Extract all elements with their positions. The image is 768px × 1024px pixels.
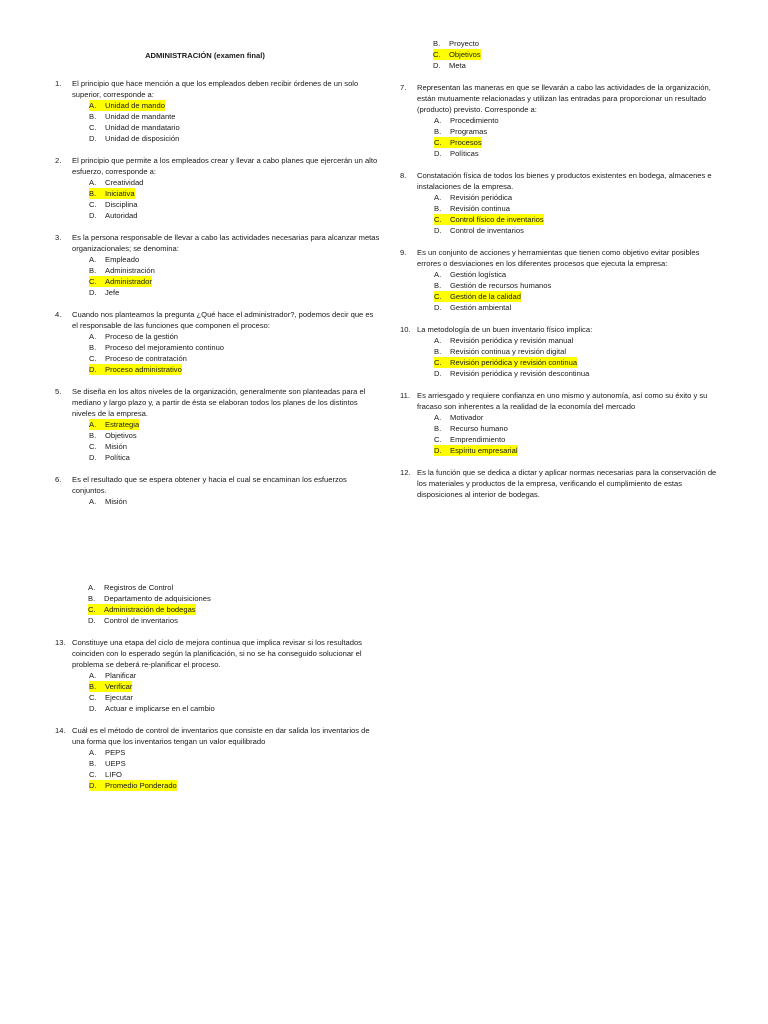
option-letter: B. [89,682,97,691]
option-text: Unidad de mandante [105,112,176,121]
question-item [55,78,380,144]
answer-option [89,177,380,188]
answer-option [434,302,725,313]
answer-option [89,265,380,276]
answer-option [89,692,380,703]
question-item [55,386,380,463]
answer-option [89,452,380,463]
option-letter: D. [434,303,442,312]
right-column [400,38,725,511]
option-letter: C. [89,354,97,363]
answer-option [434,423,725,434]
option-letter: A. [89,671,97,680]
option-text: Espíritu empresarial [450,446,518,455]
question-stem: Cuando nos planteamos la pregunta ¿Qué hace el administrador?, podemos decir que es el responsable de las funciones que componen el proceso: [72,310,374,330]
question-item [55,474,380,507]
question-number: 3. [55,233,62,242]
option-text: Revisión periódica y revisión descontinua [450,369,590,378]
option-text: Revisión periódica y revisión manual [450,336,574,345]
answer-option [88,593,380,604]
question-item [55,232,380,298]
answer-option [89,703,380,714]
option-letter: D. [89,365,97,374]
option-text: Jefe [105,288,120,297]
question-item [400,170,725,236]
option-text: Gestión logística [450,270,507,279]
answer-option [89,681,132,692]
option-text: Objetivos [449,50,481,59]
option-text: Recurso humano [450,424,508,433]
option-text: Programas [450,127,488,136]
answer-option [89,111,380,122]
question-stem: Constituye una etapa del ciclo de mejora continua que implica revisar si los resultados coinciden con lo esperado según la planificación, si no se ha conseguido solucionar el problema se deberá re-planificar el proceso. [72,638,362,669]
question-item [400,390,725,456]
answer-option [89,496,380,507]
option-letter: D. [89,211,97,220]
option-text: Políticas [450,149,479,158]
option-text: Estrategia [105,420,140,429]
option-text: Autoridad [105,211,138,220]
answer-option [434,192,725,203]
option-text: Proceso de la gestión [105,332,179,341]
option-text: Disciplina [105,200,138,209]
answer-option [89,210,380,221]
question-stem: Constatación física de todos los bienes y productos existentes en bodega, almacenes e instalaciones de la empresa. [417,171,712,191]
question-number: 11. [400,391,410,400]
option-text: Empleado [105,255,140,264]
question-item [55,155,380,221]
answer-option [89,747,380,758]
answer-option [89,758,380,769]
option-text: Registros de Control [104,583,174,592]
option-letter: A. [89,255,97,264]
option-text: Unidad de mando [105,101,165,110]
option-letter: A. [434,336,442,345]
option-letter: C. [89,123,97,132]
continued-options-list [55,582,380,626]
question-stem: Cuál es el método de control de inventarios que consiste en dar salida los inventarios de una forma que los inventarios tengan un valor equilibrado [72,726,370,746]
option-text: UEPS [105,759,126,768]
option-letter: B. [89,759,97,768]
answer-option [434,291,521,302]
option-text: Promedio Ponderado [105,781,177,790]
option-letter: A. [89,178,97,187]
question-item [400,467,725,500]
option-letter: B. [89,112,97,121]
option-text: Gestión de la calidad [450,292,521,301]
option-letter: C. [434,435,442,444]
option-text: Planificar [105,671,137,680]
question-number: 6. [55,475,62,484]
answer-option [89,419,139,430]
option-text: Gestión de recursos humanos [450,281,552,290]
option-text: Revisión periódica y revisión continua [450,358,578,367]
option-text: Unidad de disposición [105,134,180,143]
answer-option [434,137,482,148]
option-letter: D. [433,61,441,70]
option-text: Control de inventarios [104,616,178,625]
question-stem: Es la función que se dedica a dictar y aplicar normas necesarias para la conservación de los materiales y productos de la empresa, verificando el cumplimiento de estas disposiciones al interior de bodegas. [417,468,717,499]
option-letter: C. [89,200,97,209]
option-letter: C. [89,770,97,779]
answer-option [434,357,577,368]
option-text: Control físico de inventarios [450,215,544,224]
answer-option [89,430,380,441]
option-letter: D. [89,704,97,713]
answer-option [433,38,725,49]
option-letter: B. [433,39,441,48]
option-letter: C. [434,292,442,301]
option-text: Administración de bodegas [104,605,196,614]
question-stem: Es la persona responsable de llevar a cabo las actividades necesarias para alcanzar metas organizacionales; se denomina: [72,233,380,253]
answer-option [89,353,380,364]
question-number: 14. [55,726,66,735]
question-item [400,82,725,159]
option-text: Unidad de mandatario [105,123,180,132]
option-letter: A. [434,193,442,202]
answer-option [89,769,380,780]
option-text: Misión [105,442,127,451]
answer-option [88,582,380,593]
answer-option [89,670,380,681]
option-letter: B. [89,343,97,352]
question-number: 4. [55,310,62,319]
answer-option [434,203,725,214]
option-letter: B. [89,266,97,275]
question-number: 8. [400,171,407,180]
option-letter: D. [434,149,442,158]
answer-option [89,188,135,199]
option-letter: A. [89,332,97,341]
question-stem: Se diseña en los altos niveles de la organización, generalmente son planteadas para el mediano y largo plazo y, a partir de ésta se elaboran todos los planes de los distintos niveles de la empresa. [72,387,366,418]
answer-option [89,331,380,342]
option-letter: C. [89,442,97,451]
option-text: Verificar [105,682,133,691]
option-letter: D. [88,616,96,625]
answer-option [434,368,725,379]
answer-option [434,280,725,291]
option-letter: C. [88,605,96,614]
option-text: Procesos [450,138,482,147]
question-stem: Representan las maneras en que se llevarán a cabo las actividades de la organización, están mutuamente relacionadas y utilizan las entradas para proporcionar un resultado (producto) previsto. Corresponde a: [417,83,711,114]
option-letter: B. [89,189,97,198]
option-text: Meta [449,61,466,70]
question-item [55,309,380,375]
option-text: Ejecutar [105,693,133,702]
answer-option [89,133,380,144]
right-question-list [400,82,725,500]
answer-option [434,148,725,159]
option-letter: A. [89,748,97,757]
question-item [55,725,380,791]
option-letter: D. [89,134,97,143]
option-text: Control de inventarios [450,226,524,235]
option-letter: A. [434,116,442,125]
answer-option [434,412,725,423]
option-letter: B. [88,594,96,603]
answer-option [434,225,725,236]
answer-option [433,60,725,71]
option-letter: C. [89,693,97,702]
option-letter: A. [434,413,442,422]
option-letter: A. [89,497,97,506]
option-letter: C. [434,358,442,367]
answer-option [89,364,182,375]
option-text: Objetivos [105,431,137,440]
option-text: Proyecto [449,39,479,48]
option-letter: D. [434,226,442,235]
answer-option [434,126,725,137]
answer-option [434,346,725,357]
answer-option [89,122,380,133]
option-text: Motivador [450,413,484,422]
option-letter: D. [89,453,97,462]
answer-option [89,254,380,265]
option-text: Proceso administrativo [105,365,182,374]
option-text: Departamento de adquisiciones [104,594,211,603]
answer-option [89,780,177,791]
bottom-question-list [55,637,380,791]
option-text: Revisión continua [450,204,510,213]
option-letter: C. [89,277,97,286]
answer-option [433,49,481,60]
option-text: Emprendimiento [450,435,506,444]
option-text: Proceso de contratación [105,354,187,363]
option-letter: A. [88,583,96,592]
question-stem: Es un conjunto de acciones y herramientas que tienen como objetivo evitar posibles errores o desviaciones en los diferentes procesos que ejecuta la empresa: [417,248,700,268]
option-letter: A. [89,420,97,429]
left-bottom-column [55,582,380,802]
left-question-list [55,78,380,507]
answer-option [434,115,725,126]
question-number: 13. [55,638,66,647]
question-item [400,247,725,313]
option-text: LIFO [105,770,122,779]
answer-option [89,199,380,210]
question-stem: Es el resultado que se espera obtener y hacia el cual se encaminan los esfuerzos conjuntos. [72,475,347,495]
question-item [400,324,725,379]
question-stem: El principio que permite a los empleados crear y llevar a cabo planes que ejercerán un alto esfuerzo, corresponde a: [72,156,378,176]
answer-option [434,269,725,280]
question-number: 7. [400,83,407,92]
option-letter: C. [434,215,442,224]
option-text: Procedimiento [450,116,499,125]
option-text: Actuar e implicarse en el cambio [105,704,215,713]
question-number: 10. [400,325,411,334]
answer-option [88,615,380,626]
answer-option [434,335,725,346]
option-letter: D. [89,288,97,297]
question-stem: Es arriesgado y requiere confianza en uno mismo y autonomía, así como su éxito y su fracaso son inherentes a la realidad de la economía del mercado [417,391,708,411]
answer-option [434,445,518,456]
option-text: Misión [105,497,127,506]
option-letter: C. [434,138,442,147]
question-number: 12. [400,468,411,477]
option-letter: B. [434,347,442,356]
answer-option [89,342,380,353]
answer-option [434,434,725,445]
option-letter: B. [434,424,442,433]
option-text: Política [105,453,130,462]
option-letter: C. [433,50,441,59]
option-letter: D. [434,446,442,455]
option-letter: B. [89,431,97,440]
continued-options-list [400,38,725,71]
option-letter: B. [434,127,442,136]
answer-option [89,100,165,111]
option-text: Iniciativa [105,189,135,198]
left-column [55,50,380,518]
answer-option [89,276,152,287]
option-text: Administrador [105,277,152,286]
answer-option [434,214,544,225]
option-letter: A. [89,101,97,110]
question-number: 9. [400,248,407,257]
option-text: Revisión periódica [450,193,513,202]
option-letter: B. [434,281,442,290]
option-text: Gestión ambiental [450,303,512,312]
page-title: ADMINISTRACIÓN (examen final) [145,51,265,60]
answer-option [89,287,380,298]
option-text: Proceso del mejoramiento continuo [105,343,225,352]
option-letter: D. [434,369,442,378]
option-letter: A. [434,270,442,279]
option-letter: B. [434,204,442,213]
option-text: Administración [105,266,155,275]
question-stem: El principio que hace mención a que los empleados deben recibir órdenes de un solo superior, corresponde a: [72,79,359,99]
option-text: Creatividad [105,178,144,187]
question-stem: La metodología de un buen inventario físico implica: [417,325,593,334]
answer-option [88,604,196,615]
option-text: PEPS [105,748,126,757]
question-item [55,637,380,714]
question-number: 2. [55,156,62,165]
question-number: 1. [55,79,62,88]
option-letter: D. [89,781,97,790]
option-text: Revisión continua y revisión digital [450,347,567,356]
question-number: 5. [55,387,62,396]
answer-option [89,441,380,452]
